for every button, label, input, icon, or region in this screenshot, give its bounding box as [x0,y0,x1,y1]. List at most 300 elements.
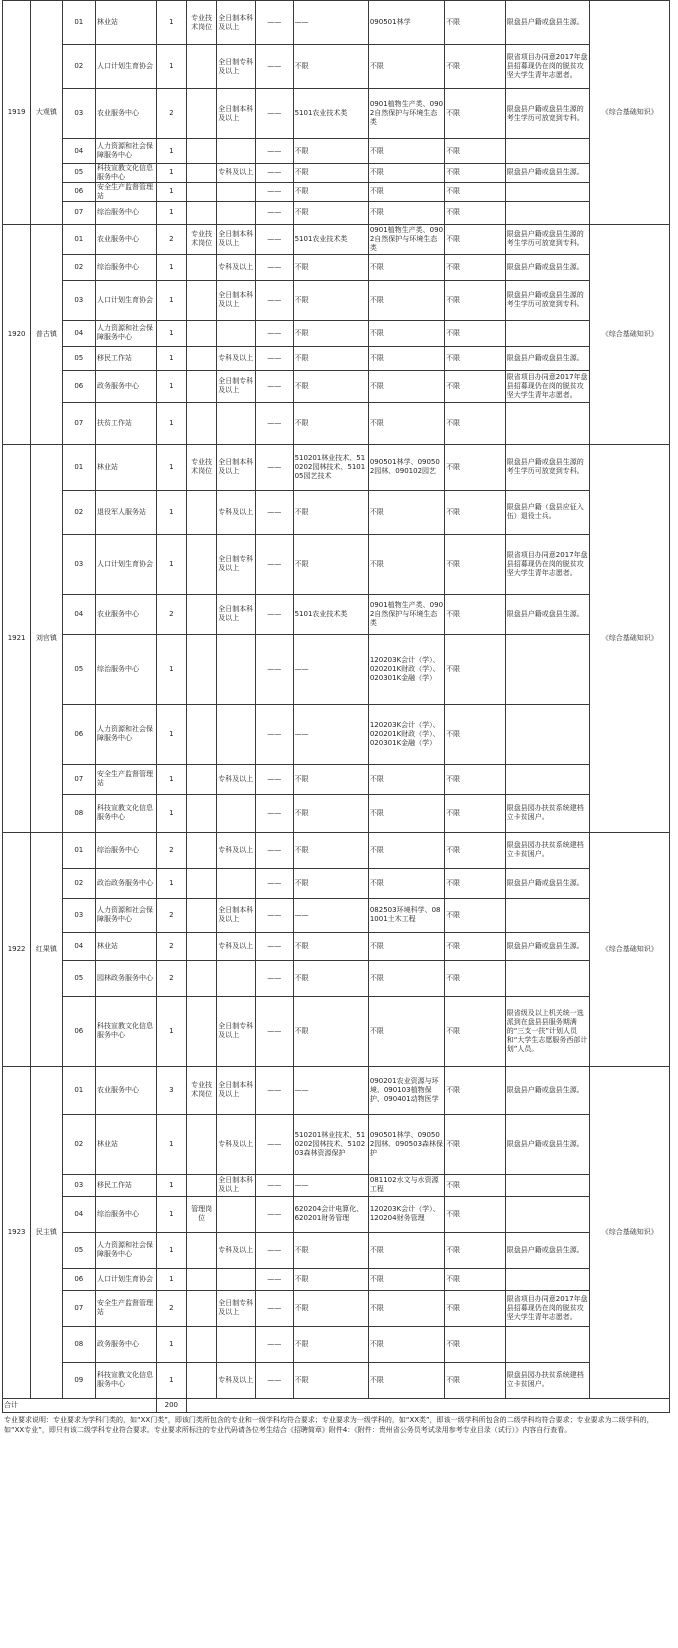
post-category-cell [186,201,216,224]
headcount-cell: 1 [156,996,186,1066]
major-undergrad-cell: 不限 [368,139,444,164]
exam-subject-cell: 《综合基础知识》 [590,224,670,444]
major-undergrad-cell: 不限 [368,794,444,832]
post-category-cell [186,402,216,444]
major-junior-college-cell: 620204会计电算化、620201财务管理 [293,1196,368,1232]
headcount-cell: 1 [156,1,186,45]
major-junior-college-cell: 不限 [293,402,368,444]
degree-cell: —— [255,45,293,89]
unit-cell: 林业站 [96,444,157,490]
major-undergrad-cell: 不限 [368,1268,444,1290]
major-junior-college-cell: 不限 [293,201,368,224]
post-category-cell [186,634,216,704]
headcount-cell: 1 [156,201,186,224]
table-row [3,370,670,402]
table-row [3,444,670,490]
major-junior-college-cell: 5101农业技术类 [293,89,368,139]
unit-cell: 退役军人服务站 [96,490,157,534]
post-number-cell: 03 [62,280,95,320]
exam-subject-cell: 《综合基础知识》 [590,1,670,225]
degree-cell: —— [255,534,293,594]
major-undergrad-cell: 不限 [368,280,444,320]
unit-cell: 科技宣教文化信息服务中心 [96,1362,157,1398]
other-requirements-cell: 限盘县户籍（盘县应征入伍）退役士兵。 [505,490,590,534]
degree-cell: —— [255,89,293,139]
headcount-cell: 1 [156,534,186,594]
degree-cell: —— [255,794,293,832]
major-postgrad-cell: 不限 [445,139,506,164]
post-category-cell [186,254,216,280]
education-cell: 全日制本科及以上 [217,224,256,254]
major-undergrad-cell: 不限 [368,832,444,868]
major-junior-college-cell: —— [293,634,368,704]
town-cell: 普古镇 [31,224,62,444]
major-postgrad-cell: 不限 [445,996,506,1066]
major-postgrad-cell: 不限 [445,868,506,898]
other-requirements-cell [505,182,590,201]
post-number-cell: 03 [62,898,95,932]
unit-cell: 综治服务中心 [96,1196,157,1232]
table-row [3,1362,670,1398]
headcount-cell: 1 [156,254,186,280]
unit-cell: 移民工作站 [96,346,157,370]
table-row [3,794,670,832]
other-requirements-cell [505,960,590,996]
headcount-cell: 1 [156,1268,186,1290]
major-undergrad-cell: 不限 [368,1290,444,1326]
major-undergrad-cell: 120203K会计（学）、120204财务管理 [368,1196,444,1232]
other-requirements-cell: 限省项目办同意2017年盘县招募现仍在岗的脱贫攻坚大学生青年志愿者。 [505,370,590,402]
major-junior-college-cell: 不限 [293,490,368,534]
major-postgrad-cell: 不限 [445,960,506,996]
unit-cell: 人力资源和社会保障服务中心 [96,320,157,346]
post-number-cell: 01 [62,832,95,868]
other-requirements-cell [505,1174,590,1196]
major-junior-college-cell: 510201林业技术、510202园林技术、510203森林资源保护 [293,1114,368,1174]
headcount-cell: 2 [156,89,186,139]
major-junior-college-cell: 不限 [293,534,368,594]
headcount-cell: 1 [156,182,186,201]
degree-cell: —— [255,1362,293,1398]
education-cell [217,794,256,832]
post-number-cell: 05 [62,634,95,704]
degree-cell: —— [255,402,293,444]
town-cell: 红果镇 [31,832,62,1066]
post-category-cell [186,490,216,534]
post-number-cell: 05 [62,164,95,183]
unit-cell: 林业站 [96,1,157,45]
recruitment-table [2,0,670,1413]
degree-cell: —— [255,1066,293,1114]
degree-cell: —— [255,320,293,346]
education-cell [217,960,256,996]
degree-cell: —— [255,1196,293,1232]
major-junior-college-cell: 不限 [293,1290,368,1326]
major-junior-college-cell: 510201林业技术、510202园林技术、510105园艺技术 [293,444,368,490]
other-requirements-cell [505,764,590,794]
major-junior-college-cell: 不限 [293,182,368,201]
group-code-cell: 1922 [3,832,31,1066]
major-postgrad-cell: 不限 [445,1066,506,1114]
major-junior-college-cell: 不限 [293,254,368,280]
degree-cell: —— [255,898,293,932]
post-number-cell: 05 [62,1232,95,1268]
education-cell: 全日制专科及以上 [217,45,256,89]
degree-cell: —— [255,280,293,320]
unit-cell: 人力资源和社会保障服务中心 [96,139,157,164]
major-postgrad-cell: 不限 [445,594,506,634]
education-cell: 全日制本科及以上 [217,444,256,490]
major-junior-college-cell: —— [293,1,368,45]
post-category-cell [186,932,216,960]
degree-cell: —— [255,490,293,534]
table-row [3,898,670,932]
major-junior-college-cell: —— [293,1174,368,1196]
major-junior-college-cell: 不限 [293,868,368,898]
headcount-cell: 1 [156,1114,186,1174]
post-number-cell: 04 [62,594,95,634]
other-requirements-cell [505,704,590,764]
post-number-cell: 07 [62,1290,95,1326]
post-category-cell [186,868,216,898]
headcount-cell: 1 [156,346,186,370]
post-number-cell: 03 [62,534,95,594]
table-row [3,1232,670,1268]
education-cell [217,320,256,346]
major-postgrad-cell: 不限 [445,182,506,201]
post-number-cell: 04 [62,1196,95,1232]
post-number-cell: 01 [62,1,95,45]
major-postgrad-cell: 不限 [445,1268,506,1290]
degree-cell: —— [255,932,293,960]
headcount-cell: 1 [156,868,186,898]
major-postgrad-cell: 不限 [445,280,506,320]
unit-cell: 移民工作站 [96,1174,157,1196]
post-number-cell: 02 [62,490,95,534]
table-row [3,832,670,868]
education-cell: 专科及以上 [217,346,256,370]
total-value: 200 [156,1398,186,1412]
post-category-cell [186,370,216,402]
education-cell [217,201,256,224]
other-requirements-cell: 限盘县户籍或盘县生源。 [505,254,590,280]
major-junior-college-cell: 不限 [293,45,368,89]
education-cell [217,1268,256,1290]
major-requirements-note: 专业要求说明：专业要求为学科门类的，如“XX门类”，即该门类所包含的专业和一级学科均符合要求；专业要求为一级学科的，如“XX类”，即该一级学科所包含的二级学科均符合要求；专业要求为二级学科的，如“XX专业”，即只有该二级学科专业符合要求。专业要求所标注的专业代码请各位考生结合《招聘简章》附件4：《附件：贵州省公务员考试录用参考专业目录（试行）》内容自行查看。 [4,1415,654,1434]
major-junior-college-cell: 不限 [293,832,368,868]
degree-cell: —— [255,1232,293,1268]
headcount-cell: 1 [156,490,186,534]
education-cell: 专科及以上 [217,164,256,183]
education-cell: 全日制本科及以上 [217,1066,256,1114]
unit-cell: 人力资源和社会保障服务中心 [96,1232,157,1268]
other-requirements-cell [505,201,590,224]
town-cell: 刘官镇 [31,444,62,832]
unit-cell: 安全生产监督管理站 [96,182,157,201]
major-postgrad-cell: 不限 [445,932,506,960]
major-undergrad-cell: 不限 [368,868,444,898]
post-category-cell [186,832,216,868]
other-requirements-cell: 限盘县园办扶贫系统建档立卡贫困户。 [505,794,590,832]
headcount-cell: 1 [156,1196,186,1232]
education-cell: 专科及以上 [217,1232,256,1268]
degree-cell: —— [255,370,293,402]
unit-cell: 安全生产监督管理站 [96,764,157,794]
unit-cell: 人力资源和社会保障服务中心 [96,704,157,764]
education-cell [217,1196,256,1232]
headcount-cell: 1 [156,1362,186,1398]
degree-cell: —— [255,1114,293,1174]
post-category-cell [186,996,216,1066]
headcount-cell: 1 [156,634,186,704]
other-requirements-cell: 限盘县户籍或盘县生源的考生学历可放宽到专科。 [505,280,590,320]
degree-cell: —— [255,346,293,370]
major-junior-college-cell: 不限 [293,1232,368,1268]
major-postgrad-cell: 不限 [445,1290,506,1326]
exam-subject-cell: 《综合基础知识》 [590,444,670,832]
other-requirements-cell: 限盘县户籍或盘县生源。 [505,932,590,960]
unit-cell: 人口计划生育协会 [96,534,157,594]
table-row [3,320,670,346]
post-category-cell [186,1114,216,1174]
post-number-cell: 07 [62,201,95,224]
unit-cell: 人口计划生育协会 [96,45,157,89]
post-number-cell: 07 [62,402,95,444]
education-cell: 全日制本科及以上 [217,89,256,139]
table-row [3,960,670,996]
headcount-cell: 1 [156,444,186,490]
other-requirements-cell: 限省项目办同意2017年盘县招募现仍在岗的脱贫攻坚大学生青年志愿者。 [505,45,590,89]
major-undergrad-cell: 0901植物生产类、0902自然保护与环境生态类 [368,594,444,634]
degree-cell: —— [255,960,293,996]
town-cell: 大观镇 [31,1,62,225]
education-cell: 全日制专科及以上 [217,1290,256,1326]
table-row [3,402,670,444]
table-row [3,996,670,1066]
post-category-cell [186,139,216,164]
unit-cell: 科技宣教文化信息服务中心 [96,996,157,1066]
education-cell [217,704,256,764]
major-postgrad-cell: 不限 [445,898,506,932]
table-row [3,1290,670,1326]
post-category-cell [186,182,216,201]
post-category-cell [186,960,216,996]
town-cell: 民主镇 [31,1066,62,1398]
post-number-cell: 02 [62,1114,95,1174]
table-row [3,1,670,45]
major-postgrad-cell: 不限 [445,1362,506,1398]
other-requirements-cell: 限盘县户籍或盘县生源的考生学历可放宽到专科。 [505,89,590,139]
major-undergrad-cell: 不限 [368,182,444,201]
unit-cell: 综治服务中心 [96,634,157,704]
headcount-cell: 2 [156,224,186,254]
post-number-cell: 06 [62,1268,95,1290]
unit-cell: 科技宣教文化信息服务中心 [96,794,157,832]
post-category-cell [186,346,216,370]
major-undergrad-cell: 不限 [368,1232,444,1268]
headcount-cell: 2 [156,832,186,868]
unit-cell: 林业站 [96,932,157,960]
table-row [3,704,670,764]
other-requirements-cell [505,1196,590,1232]
total-label: 合计 [3,1398,157,1412]
degree-cell: —— [255,254,293,280]
major-undergrad-cell: 不限 [368,370,444,402]
post-category-cell [186,1290,216,1326]
table-row [3,139,670,164]
major-postgrad-cell: 不限 [445,224,506,254]
headcount-cell: 1 [156,764,186,794]
other-requirements-cell: 限盘县户籍或盘县生源。 [505,594,590,634]
post-category-cell: 专业技术岗位 [186,444,216,490]
post-number-cell: 04 [62,932,95,960]
major-undergrad-cell: 不限 [368,996,444,1066]
degree-cell: —— [255,594,293,634]
unit-cell: 农业服务中心 [96,1066,157,1114]
degree-cell: —— [255,1290,293,1326]
table-row [3,1268,670,1290]
table-row [3,346,670,370]
post-number-cell: 01 [62,444,95,490]
post-number-cell: 04 [62,320,95,346]
table-row [3,1326,670,1362]
major-postgrad-cell: 不限 [445,89,506,139]
major-junior-college-cell: 不限 [293,794,368,832]
major-junior-college-cell: 5101农业技术类 [293,594,368,634]
unit-cell: 农业服务中心 [96,89,157,139]
unit-cell: 政治政务服务中心 [96,868,157,898]
unit-cell: 政务服务中心 [96,1326,157,1362]
major-undergrad-cell: 不限 [368,320,444,346]
other-requirements-cell: 限盘县户籍或盘县生源。 [505,868,590,898]
post-number-cell: 06 [62,370,95,402]
major-postgrad-cell: 不限 [445,346,506,370]
post-number-cell: 02 [62,868,95,898]
major-junior-college-cell: 不限 [293,370,368,402]
headcount-cell: 1 [156,402,186,444]
unit-cell: 政务服务中心 [96,370,157,402]
major-junior-college-cell: 不限 [293,764,368,794]
table-row [3,490,670,534]
post-number-cell: 03 [62,1174,95,1196]
major-junior-college-cell: —— [293,1066,368,1114]
exam-subject-cell: 《综合基础知识》 [590,1066,670,1398]
major-postgrad-cell: 不限 [445,634,506,704]
headcount-cell: 2 [156,932,186,960]
major-postgrad-cell: 不限 [445,201,506,224]
education-cell: 专科及以上 [217,490,256,534]
major-undergrad-cell: 不限 [368,932,444,960]
recruitment-table-page [2,0,672,1648]
degree-cell: —— [255,444,293,490]
other-requirements-cell: 限盘县园办扶贫系统建档立卡贫困户。 [505,1362,590,1398]
major-junior-college-cell: 5101农业技术类 [293,224,368,254]
post-number-cell: 09 [62,1362,95,1398]
degree-cell: —— [255,764,293,794]
post-category-cell [186,164,216,183]
exam-subject-cell: 《综合基础知识》 [590,832,670,1066]
table-row [3,224,670,254]
major-undergrad-cell: 不限 [368,402,444,444]
headcount-cell: 2 [156,1290,186,1326]
post-number-cell: 06 [62,182,95,201]
post-number-cell: 08 [62,1326,95,1362]
table-row [3,1196,670,1232]
major-junior-college-cell: 不限 [293,960,368,996]
education-cell [217,139,256,164]
degree-cell: —— [255,1174,293,1196]
major-junior-college-cell: 不限 [293,164,368,183]
group-code-cell: 1919 [3,1,31,225]
headcount-cell: 2 [156,898,186,932]
major-undergrad-cell: 不限 [368,1326,444,1362]
table-row [3,534,670,594]
table-row [3,201,670,224]
headcount-cell: 1 [156,794,186,832]
other-requirements-cell: 限盘县户籍或盘县生源。 [505,1232,590,1268]
other-requirements-cell: 限省级及以上机关统一选派到在盘县县服务期满的“三支一扶”计划人员和“大学生志愿服务西部计划”人员。 [505,996,590,1066]
headcount-cell: 1 [156,1174,186,1196]
other-requirements-cell: 限盘县户籍或盘县生源。 [505,164,590,183]
degree-cell: —— [255,832,293,868]
major-postgrad-cell: 不限 [445,1114,506,1174]
major-postgrad-cell: 不限 [445,444,506,490]
other-requirements-cell: 限盘县户籍或盘县生源的考生学历可放宽到专科。 [505,224,590,254]
degree-cell: —— [255,182,293,201]
major-postgrad-cell: 不限 [445,164,506,183]
table-row [3,1174,670,1196]
major-undergrad-cell: 不限 [368,164,444,183]
other-requirements-cell: 限盘县户籍或盘县生源的考生学历可放宽到专科。 [505,444,590,490]
post-category-cell [186,89,216,139]
post-number-cell: 07 [62,764,95,794]
education-cell: 全日制本科及以上 [217,1,256,45]
other-requirements-cell: 限盘县户籍或盘县生源。 [505,1066,590,1114]
degree-cell: —— [255,1268,293,1290]
major-postgrad-cell: 不限 [445,1,506,45]
major-undergrad-cell: 090501林学 [368,1,444,45]
major-postgrad-cell: 不限 [445,1196,506,1232]
unit-cell: 人口计划生育协会 [96,1268,157,1290]
unit-cell: 综治服务中心 [96,254,157,280]
post-category-cell [186,1174,216,1196]
degree-cell: —— [255,634,293,704]
major-junior-college-cell: 不限 [293,320,368,346]
major-junior-college-cell: 不限 [293,932,368,960]
degree-cell: —— [255,201,293,224]
education-cell [217,868,256,898]
post-number-cell: 03 [62,89,95,139]
headcount-cell: 2 [156,594,186,634]
education-cell [217,634,256,704]
headcount-cell: 1 [156,164,186,183]
education-cell: 全日制专科及以上 [217,370,256,402]
major-undergrad-cell: 081102水文与水资源工程 [368,1174,444,1196]
major-junior-college-cell: 不限 [293,996,368,1066]
post-number-cell: 05 [62,346,95,370]
table-row [3,1066,670,1114]
total-row [3,1398,670,1412]
major-undergrad-cell: 090501林学、090502园林、090503森林保护 [368,1114,444,1174]
major-undergrad-cell: 082503环境科学、081001土木工程 [368,898,444,932]
education-cell: 专科及以上 [217,254,256,280]
post-category-cell: 专业技术岗位 [186,224,216,254]
major-postgrad-cell: 不限 [445,832,506,868]
table-row [3,89,670,139]
post-category-cell [186,594,216,634]
table-row [3,254,670,280]
major-postgrad-cell: 不限 [445,254,506,280]
